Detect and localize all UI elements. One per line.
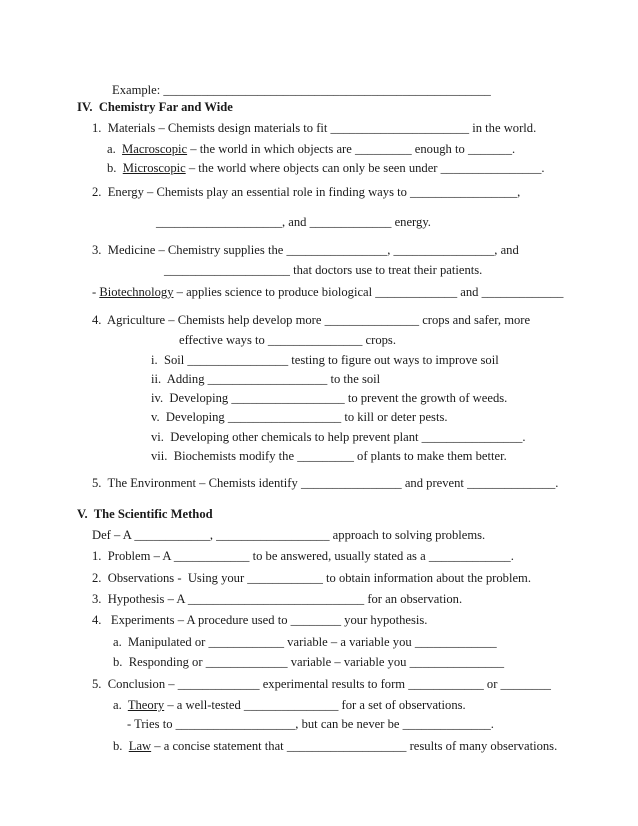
law-definition: – a concise statement that ___________________ results of many observations. xyxy=(151,739,558,753)
hypothesis-item: 3. Hypothesis – A ____________________________ for an observation. xyxy=(92,592,463,606)
agriculture-item-continued: effective ways to _______________ crops. xyxy=(179,333,396,347)
biotechnology-definition: – applies science to produce biological _____________ and _____________ xyxy=(173,285,564,299)
section-iv-heading: IV. Chemistry Far and Wide xyxy=(77,100,233,114)
macroscopic-term: Macroscopic xyxy=(122,142,188,156)
theory-subnote: - Tries to ___________________, but can be never be ______________. xyxy=(127,717,494,731)
microscopic-term: Microscopic xyxy=(122,161,186,175)
energy-item-continued: ____________________, and _____________ energy. xyxy=(156,215,431,229)
theory-marker: a. xyxy=(113,698,128,712)
experiments-item: 4. Experiments – A procedure used to ________ your hypothesis. xyxy=(92,613,428,627)
theory-definition: – a well-tested _______________ for a set of observations. xyxy=(164,698,466,712)
materials-item: 1. Materials – Chemists design materials to fit ______________________ in the world. xyxy=(92,121,537,135)
agriculture-subitem-iv: iv. Developing __________________ to prevent the growth of weeds. xyxy=(151,391,508,405)
microscopic-definition: – the world where objects can only be seen under ________________. xyxy=(185,161,545,175)
law-marker: b. xyxy=(113,739,129,753)
microscopic-marker: b. xyxy=(107,161,123,175)
microscopic-item xyxy=(107,161,545,176)
agriculture-subitem-ii: ii. Adding ___________________ to the soil xyxy=(151,372,381,386)
macroscopic-marker: a. xyxy=(107,142,123,156)
theory-term: Theory xyxy=(127,698,165,712)
biotechnology-item xyxy=(92,285,563,300)
macroscopic-definition: – the world in which objects are _________ enough to _______. xyxy=(187,142,516,156)
theory-item xyxy=(113,698,466,713)
medicine-item: 3. Medicine – Chemistry supplies the ________________, ________________, and xyxy=(92,243,519,257)
biotechnology-term: Biotechnology xyxy=(99,285,174,299)
medicine-item-continued: ____________________ that doctors use to treat their patients. xyxy=(164,263,483,277)
section-v-heading: V. The Scientific Method xyxy=(77,507,213,521)
law-item xyxy=(113,739,557,754)
conclusion-item: 5. Conclusion – _____________ experimental results to form ____________ or ________ xyxy=(92,677,551,691)
scientific-method-definition: Def – A ____________, __________________ approach to solving problems. xyxy=(92,528,486,542)
example-line: Example: ____________________________________________________ xyxy=(112,83,491,97)
agriculture-subitem-vi: vi. Developing other chemicals to help prevent plant ________________. xyxy=(151,430,526,444)
agriculture-subitem-v: v. Developing __________________ to kill or deter pests. xyxy=(151,410,448,424)
biotechnology-dash: - xyxy=(92,285,100,299)
environment-item: 5. The Environment – Chemists identify ________________ and prevent ______________. xyxy=(92,476,559,490)
agriculture-item: 4. Agriculture – Chemists help develop more _______________ crops and safer, more xyxy=(92,313,531,327)
manipulated-variable-item: a. Manipulated or ____________ variable – a variable you _____________ xyxy=(113,635,497,649)
agriculture-subitem-vii: vii. Biochemists modify the _________ of plants to make them better. xyxy=(151,449,507,463)
energy-item: 2. Energy – Chemists play an essential role in finding ways to _________________, xyxy=(92,185,521,199)
responding-variable-item: b. Responding or _____________ variable – variable you _______________ xyxy=(113,655,505,669)
law-term: Law xyxy=(128,739,152,753)
observations-item: 2. Observations - Using your ____________ to obtain information about the problem. xyxy=(92,571,531,585)
macroscopic-item xyxy=(107,142,515,157)
agriculture-subitem-i: i. Soil ________________ testing to figure out ways to improve soil xyxy=(151,353,499,367)
problem-item: 1. Problem – A ____________ to be answered, usually stated as a _____________. xyxy=(92,549,514,563)
